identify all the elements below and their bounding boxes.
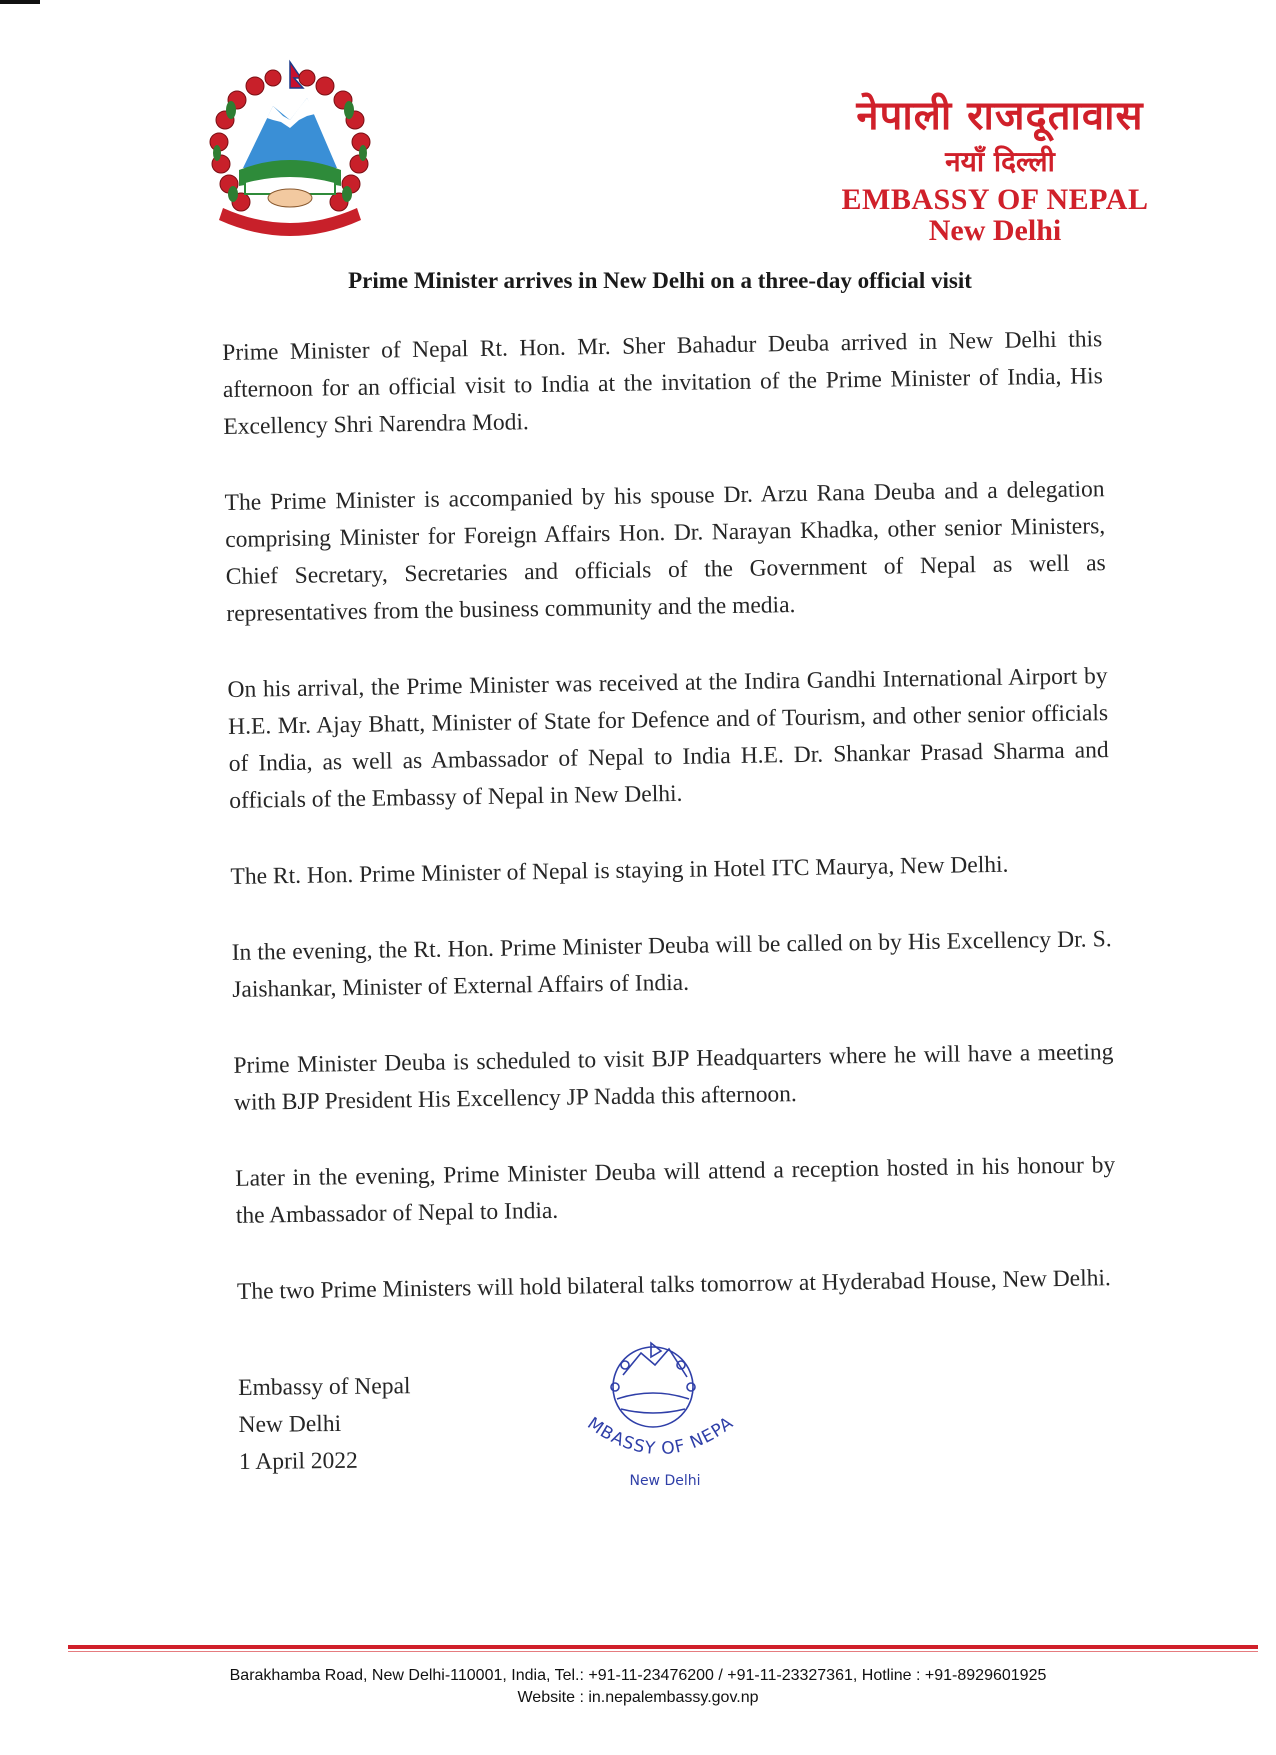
scan-corner-mark (0, 0, 40, 4)
body-paragraph: The Rt. Hon. Prime Minister of Nepal is staying in Hotel ITC Maurya, New Delhi. (230, 851, 1009, 890)
footer-divider-thin (68, 1651, 1258, 1652)
signature-org: Embassy of Nepal (238, 1373, 411, 1401)
footer-address: Barakhamba Road, New Delhi-110001, India, Tel.: +91-11-23476200 / +91-11-23327361, Hotline : +91-8929601925 (229, 1667, 1047, 1684)
press-release-body (222, 321, 1118, 1350)
stamp-text-main: MBASSY OF NEPA (583, 1412, 738, 1460)
body-paragraph: Prime Minister Deuba is scheduled to visit BJP Headquarters where he will have a meeting with BJP President His Excellency JP Nadda this afternoon. (233, 1039, 1114, 1116)
body-paragraph: In the evening, the Rt. Hon. Prime Minister Deuba will be called on by His Excellency Dr. S. Jaishankar, Minister of External Affairs of India. (231, 926, 1112, 1003)
body-paragraph: On his arrival, the Prime Minister was received at the Indira Gandhi International Airport by H.E. Mr. Ajay Bhatt, Minister of State for Defence and of Tourism, and other senior officials of India, as well as Ambassador of Nepal to India H.E. Dr. Shankar Prasad Sharma and officials of the Embassy of Nepal in New Delhi. (227, 663, 1109, 814)
press-release-title: Prime Minister arrives in New Delhi on a three-day official visit (348, 268, 972, 293)
letterhead-hindi-city: नयाँ दिल्ली (945, 145, 1055, 178)
signature-block (238, 1368, 411, 1481)
body-paragraph: Later in the evening, Prime Minister Deuba will attend a reception hosted in his honour by the Ambassador of Nepal to India. (235, 1152, 1116, 1229)
body-paragraph: The Prime Minister is accompanied by his spouse Dr. Arzu Rana Deuba and a delegation comprising Minister for Foreign Affairs Hon. Dr. Narayan Khadka, other senior Ministers, Chief Secretary, Secretaries and officials of the Government of Nepal as well as representatives from the business community and the media. (224, 476, 1106, 627)
embassy-stamp-icon (565, 1335, 755, 1510)
footer-website: Website : in.nepalembassy.gov.np (517, 1689, 759, 1706)
body-paragraph: Prime Minister of Nepal Rt. Hon. Mr. Sher Bahadur Deuba arrived in New Delhi this afternoon for an official visit to India at the invitation of the Prime Minister of India, His Excellency Shri Narendra Modi. (222, 326, 1103, 440)
embassy-stamp (565, 1335, 755, 1510)
letterhead-english-title: EMBASSY OF NEPAL (841, 183, 1149, 216)
nepal-emblem-icon (195, 58, 385, 248)
body-paragraph: The two Prime Ministers will hold bilateral talks tomorrow at Hyderabad House, New Delhi. (236, 1265, 1112, 1305)
letterhead-english-city: New Delhi (928, 214, 1062, 247)
signature-city: New Delhi (238, 1410, 342, 1438)
nepal-emblem-logo (195, 58, 385, 248)
stamp-text-city: New Delhi (629, 1473, 701, 1489)
footer-divider (68, 1645, 1258, 1649)
letterhead-hindi-title: नेपाली राजदूतावास (856, 93, 1144, 139)
signature-date: 1 April 2022 (238, 1447, 358, 1475)
